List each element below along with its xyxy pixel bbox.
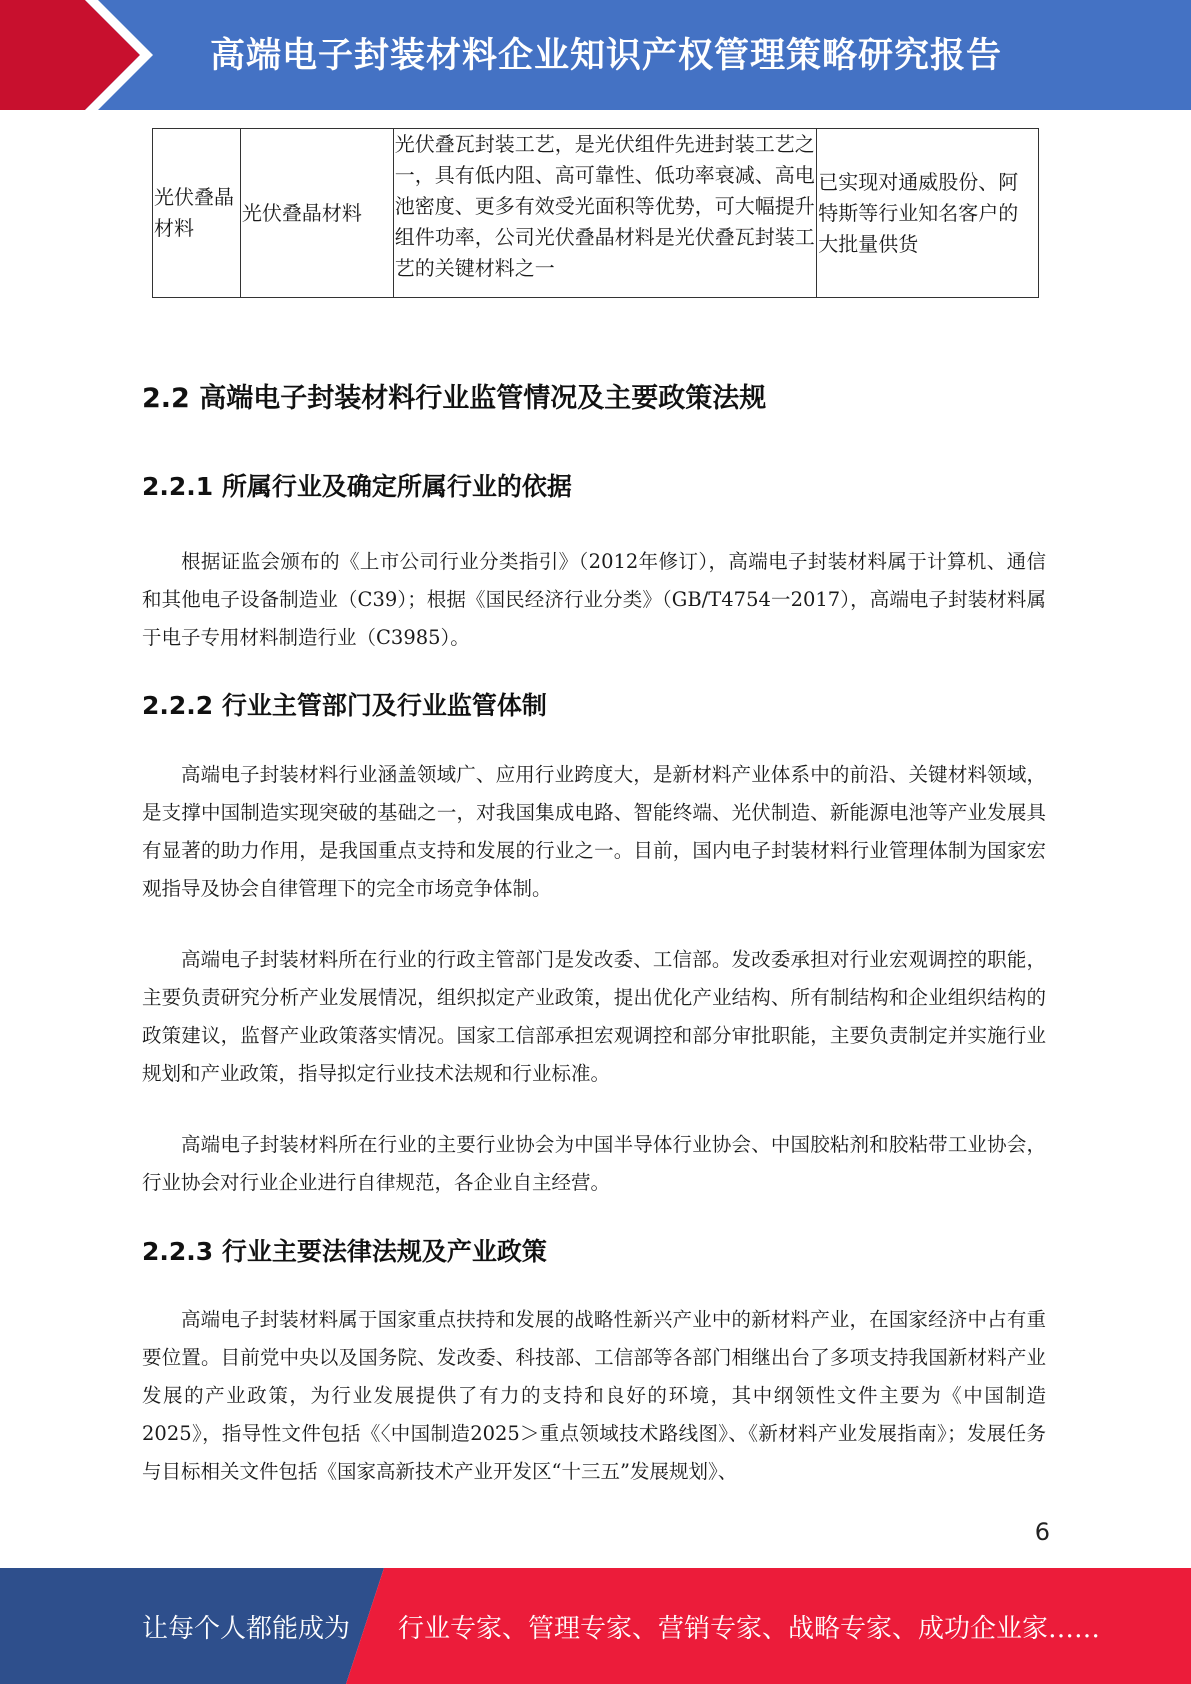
footer-slogan-left: 让每个人都能成为	[142, 1614, 351, 1644]
page-number: 6	[1034, 1518, 1050, 1546]
table-row	[153, 129, 1039, 298]
product-table	[152, 128, 1039, 298]
paragraph: 高端电子封装材料所在行业的行政主管部门是发改委、工信部。发改委承担对行业宏观调控的职能，主要负责研究分析产业发展情况，组织拟定产业政策，提出优化产业结构、所有制结构和企业组织结构的政策建议，监督产业政策落实情况。国家工信部承担宏观调控和部分审批职能，主要负责制定并实施行业规划和产业政策，指导拟定行业技术法规和行业标准。	[142, 948, 1046, 1085]
paragraph: 高端电子封装材料所在行业的主要行业协会为中国半导体行业协会、中国胶粘剂和胶粘带工业协会，行业协会对行业企业进行自律规范，各企业自主经营。	[142, 1133, 1046, 1194]
table-cell-product: 光伏叠晶材料	[240, 129, 393, 298]
footer-slogan-right: 行业专家、管理专家、营销专家、战略专家、成功企业家……	[398, 1614, 1101, 1644]
paragraph: 高端电子封装材料属于国家重点扶持和发展的战略性新兴产业中的新材料产业，在国家经济中占有重要位置。目前党中央以及国务院、发改委、科技部、工信部等各部门相继出台了多项支持我国新材料产业发展的产业政策，为行业发展提供了有力的支持和良好的环境，其中纲领性文件主要为《中国制造2025》，指导性文件包括《〈中国制造2025＞重点领域技术路线图》、《新材料产业发展指南》；发展任务与目标相关文件包括《国家高新技术产业开发区“十三五”发展规划》、	[142, 1308, 1046, 1483]
table-cell-customers: 已实现对通威股份、阿特斯等行业知名客户的大批量供货	[817, 129, 1039, 298]
section-heading-2-2: 2.2 高端电子封装材料行业监管情况及主要政策法规	[142, 383, 767, 414]
table-cell-category: 光伏叠晶材料	[153, 129, 241, 298]
paragraph: 高端电子封装材料行业涵盖领域广、应用行业跨度大，是新材料产业体系中的前沿、关键材料领域，是支撑中国制造实现突破的基础之一，对我国集成电路、智能终端、光伏制造、新能源电池等产业发展具有显著的助力作用，是我国重点支持和发展的行业之一。目前，国内电子封装材料行业管理体制为国家宏观指导及协会自律管理下的完全市场竞争体制。	[142, 763, 1046, 900]
report-title: 高端电子封装材料企业知识产权管理策略研究报告	[210, 36, 1003, 76]
section-heading-2-2-1: 2.2.1 所属行业及确定所属行业的依据	[142, 472, 572, 501]
table-cell-description: 光伏叠瓦封装工艺，是光伏组件先进封装工艺之一，具有低内阻、高可靠性、低功率衰减、高电池密度、更多有效受光面积等优势，可大幅提升组件功率，公司光伏叠晶材料是光伏叠瓦封装工艺的关键材料之一	[393, 129, 816, 298]
page-footer	[0, 1568, 1191, 1684]
section-heading-2-2-2: 2.2.2 行业主管部门及行业监管体制	[142, 691, 547, 720]
paragraph: 根据证监会颁布的《上市公司行业分类指引》（2012年修订），高端电子封装材料属于计算机、通信和其他电子设备制造业（C39）；根据《国民经济行业分类》（GB/T4754一2017），高端电子封装材料属于电子专用材料制造行业（C3985）。	[142, 550, 1046, 649]
page-header	[0, 0, 1191, 110]
section-heading-2-2-3: 2.2.3 行业主要法律法规及产业政策	[142, 1237, 547, 1266]
